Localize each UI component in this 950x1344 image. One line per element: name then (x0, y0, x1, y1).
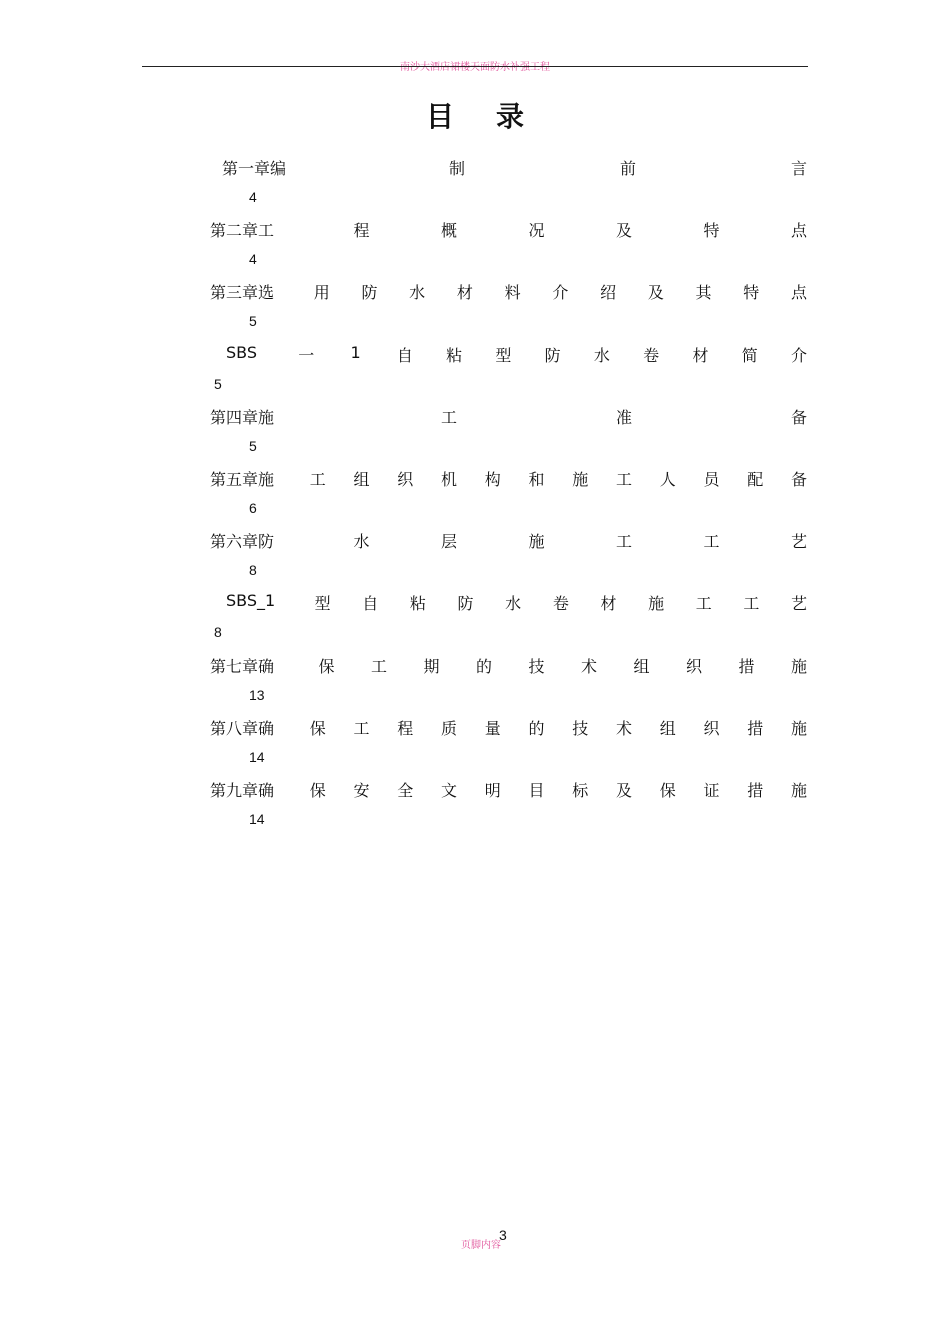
toc-entry-text: 水 (409, 283, 426, 303)
toc-entry-text: 标 (572, 781, 589, 800)
toc-entry (210, 156, 807, 180)
toc-entry-text: 组 (353, 470, 370, 489)
toc-entry-text: 和 (528, 470, 545, 489)
toc-entry-text: 制 (449, 159, 466, 178)
toc-entry (210, 529, 807, 553)
toc-entry-text: 准 (616, 407, 633, 427)
toc-entry-text: 防 (361, 283, 378, 303)
toc-entry-text: 防 (457, 594, 474, 614)
toc-entry-text: 艺 (791, 594, 808, 614)
toc-entry-text: 程 (397, 718, 414, 738)
toc-entry-text: 员 (703, 470, 720, 489)
toc-entry-text: 施 (791, 656, 808, 676)
toc-entry-text: 织 (703, 718, 720, 738)
toc-entry-text: 配 (747, 470, 764, 489)
toc-entry-text: 第五章施 (210, 470, 275, 489)
toc-page-number: 5 (249, 437, 257, 454)
toc-entry-text: 材 (600, 594, 617, 614)
toc-entry-text: 程 (353, 221, 370, 241)
toc-entry-text: 其 (695, 283, 712, 303)
toc-entry-text: 型 (314, 594, 331, 614)
toc-entry-text: 施 (791, 781, 808, 800)
toc-entry-text: 术 (616, 718, 633, 738)
toc-entry (210, 654, 807, 678)
toc-entry-text: 施 (528, 532, 545, 552)
toc-entry-text: 简 (741, 345, 758, 365)
toc-entry (210, 405, 807, 429)
toc-entry (210, 716, 807, 740)
toc-entry-text: 工 (703, 532, 720, 552)
toc-entry-text: 保 (309, 718, 326, 738)
toc-entry-text: 及 (647, 283, 664, 303)
toc-entry-text: 防 (544, 345, 561, 365)
toc-entry-text: 自 (396, 345, 413, 365)
toc-entry-text: 备 (791, 407, 808, 427)
toc-entry-text: 文 (441, 781, 458, 800)
toc-entry-text: 量 (484, 718, 501, 738)
toc-entry-text: 言 (791, 159, 808, 178)
toc-entry-text: 自 (362, 594, 379, 614)
toc-entry-text: 的 (528, 718, 545, 738)
toc-page-number: 8 (249, 562, 257, 579)
toc-entry-text: 第七章确 (210, 656, 275, 676)
toc-page-number: 5 (249, 313, 257, 330)
footer-text: 页脚内容 (461, 1240, 501, 1251)
toc-entry-text: 第八章确 (210, 718, 275, 738)
toc-entry-text: 绍 (600, 283, 617, 303)
toc-entry-text: 织 (397, 470, 414, 489)
toc-entry-text: 及 (616, 781, 633, 800)
toc-entry-text: 人 (659, 470, 676, 489)
toc-entry-text: 工 (616, 532, 633, 552)
toc-entry-text: 水 (505, 594, 522, 614)
toc-entry (210, 280, 807, 304)
toc-entry-text: 艺 (791, 532, 808, 552)
toc-entry (210, 467, 807, 491)
toc-entry-text: 工 (695, 594, 712, 614)
toc-entry (210, 778, 807, 802)
toc-entry-text: 第二章工 (210, 221, 275, 241)
toc-entry-text: 特 (703, 221, 720, 241)
toc-entry-text: 工 (441, 407, 458, 427)
toc-entry-text: 水 (353, 532, 370, 552)
toc-entry-text: 况 (528, 221, 545, 241)
toc-entry-text: 材 (456, 283, 473, 303)
toc-entry-text: 特 (743, 283, 760, 303)
toc-entry-text: 介 (552, 283, 569, 303)
toc-entry-text: 及 (616, 221, 633, 241)
toc-entry-text: 目 (528, 781, 545, 800)
toc-entry-text: 卷 (643, 345, 660, 365)
toc-entry-text: 粘 (409, 594, 426, 614)
toc-page-number: 6 (249, 500, 257, 516)
toc-entry-text: 第三章选 (210, 283, 275, 303)
toc-entry-text: 介 (791, 345, 808, 365)
toc-entry (210, 591, 807, 615)
toc-page-number: 8 (214, 624, 222, 641)
toc-entry-text: 点 (791, 283, 808, 303)
toc-entry-text: 水 (593, 345, 610, 365)
toc-entry-text: 证 (703, 781, 720, 800)
toc-entry-text: 材 (692, 345, 709, 365)
toc-entry (210, 343, 807, 367)
toc-entry-text: 工 (353, 718, 370, 738)
toc-entry-text: 第九章确 (210, 781, 275, 800)
toc-entry-text: 前 (620, 159, 637, 178)
toc-entry-text: 施 (572, 470, 589, 489)
toc-entry-text: SBS_1 (226, 591, 276, 611)
toc-entry-text: 用 (313, 283, 330, 303)
toc-entry-text: 组 (659, 718, 676, 738)
toc-entry-text: 施 (791, 718, 808, 738)
toc-entry-text: 第四章施 (210, 407, 275, 427)
toc-entry-text: 层 (441, 532, 458, 552)
toc-entry-text: 措 (747, 781, 764, 800)
toc-entry-text: 点 (791, 221, 808, 241)
toc-entry-text: 技 (572, 718, 589, 738)
toc-entry-text: 备 (791, 470, 808, 489)
toc-page-number: 13 (249, 686, 265, 703)
page-number: 3 (499, 1227, 507, 1243)
toc-entry-text: 工 (309, 470, 326, 489)
toc-entry-text: 组 (633, 656, 650, 676)
toc-entry-text: 安 (353, 781, 370, 800)
toc-entry-text: 术 (581, 656, 598, 676)
toc-entry-text: 织 (686, 656, 703, 676)
toc-entry-text: 第一章编 (222, 159, 287, 178)
toc-entry-text: 粘 (446, 345, 463, 365)
toc-entry-text: 明 (484, 781, 501, 800)
toc-entry-text: 保 (318, 656, 335, 676)
toc-title: 目录 (425, 100, 566, 133)
toc-entry (210, 218, 807, 242)
toc-entry-text: 构 (484, 470, 501, 489)
toc-entry-text: 施 (648, 594, 665, 614)
header-rule (142, 66, 808, 67)
toc-entry-text: 1 (350, 342, 361, 362)
toc-entry-text: 保 (659, 781, 676, 800)
toc-entry-text: 第六章防 (210, 532, 275, 552)
toc-entry-text: 概 (441, 221, 458, 241)
toc-entry-text: 工 (743, 594, 760, 614)
toc-entry-text: 一 (298, 345, 315, 365)
toc-entry-text: 机 (441, 470, 458, 489)
toc-page-number: 14 (249, 748, 265, 765)
toc-entry-text: SBS (226, 342, 258, 362)
toc-page-number: 5 (214, 375, 222, 392)
toc-entry-text: 措 (747, 718, 764, 738)
toc-page-number: 4 (249, 251, 257, 268)
toc-entry-text: 技 (528, 656, 545, 676)
toc-entry-text: 全 (397, 781, 414, 800)
toc-entry-text: 的 (476, 656, 493, 676)
toc-entry-text: 料 (504, 283, 521, 303)
page-header-text: 南沙大酒店裙楼天面防水补强工程 (400, 62, 550, 73)
toc-entry-text: 型 (495, 345, 512, 365)
toc-entry-text: 卷 (552, 594, 569, 614)
toc-entry-text: 工 (616, 470, 633, 489)
toc-entry-text: 期 (423, 656, 440, 676)
toc-entry-text: 保 (309, 781, 326, 800)
toc-entry-text: 措 (738, 656, 755, 676)
toc-entry-text: 工 (371, 656, 388, 676)
toc-page-number: 4 (249, 189, 257, 205)
toc-entry-text: 质 (441, 718, 458, 738)
toc-page-number: 14 (249, 811, 265, 827)
